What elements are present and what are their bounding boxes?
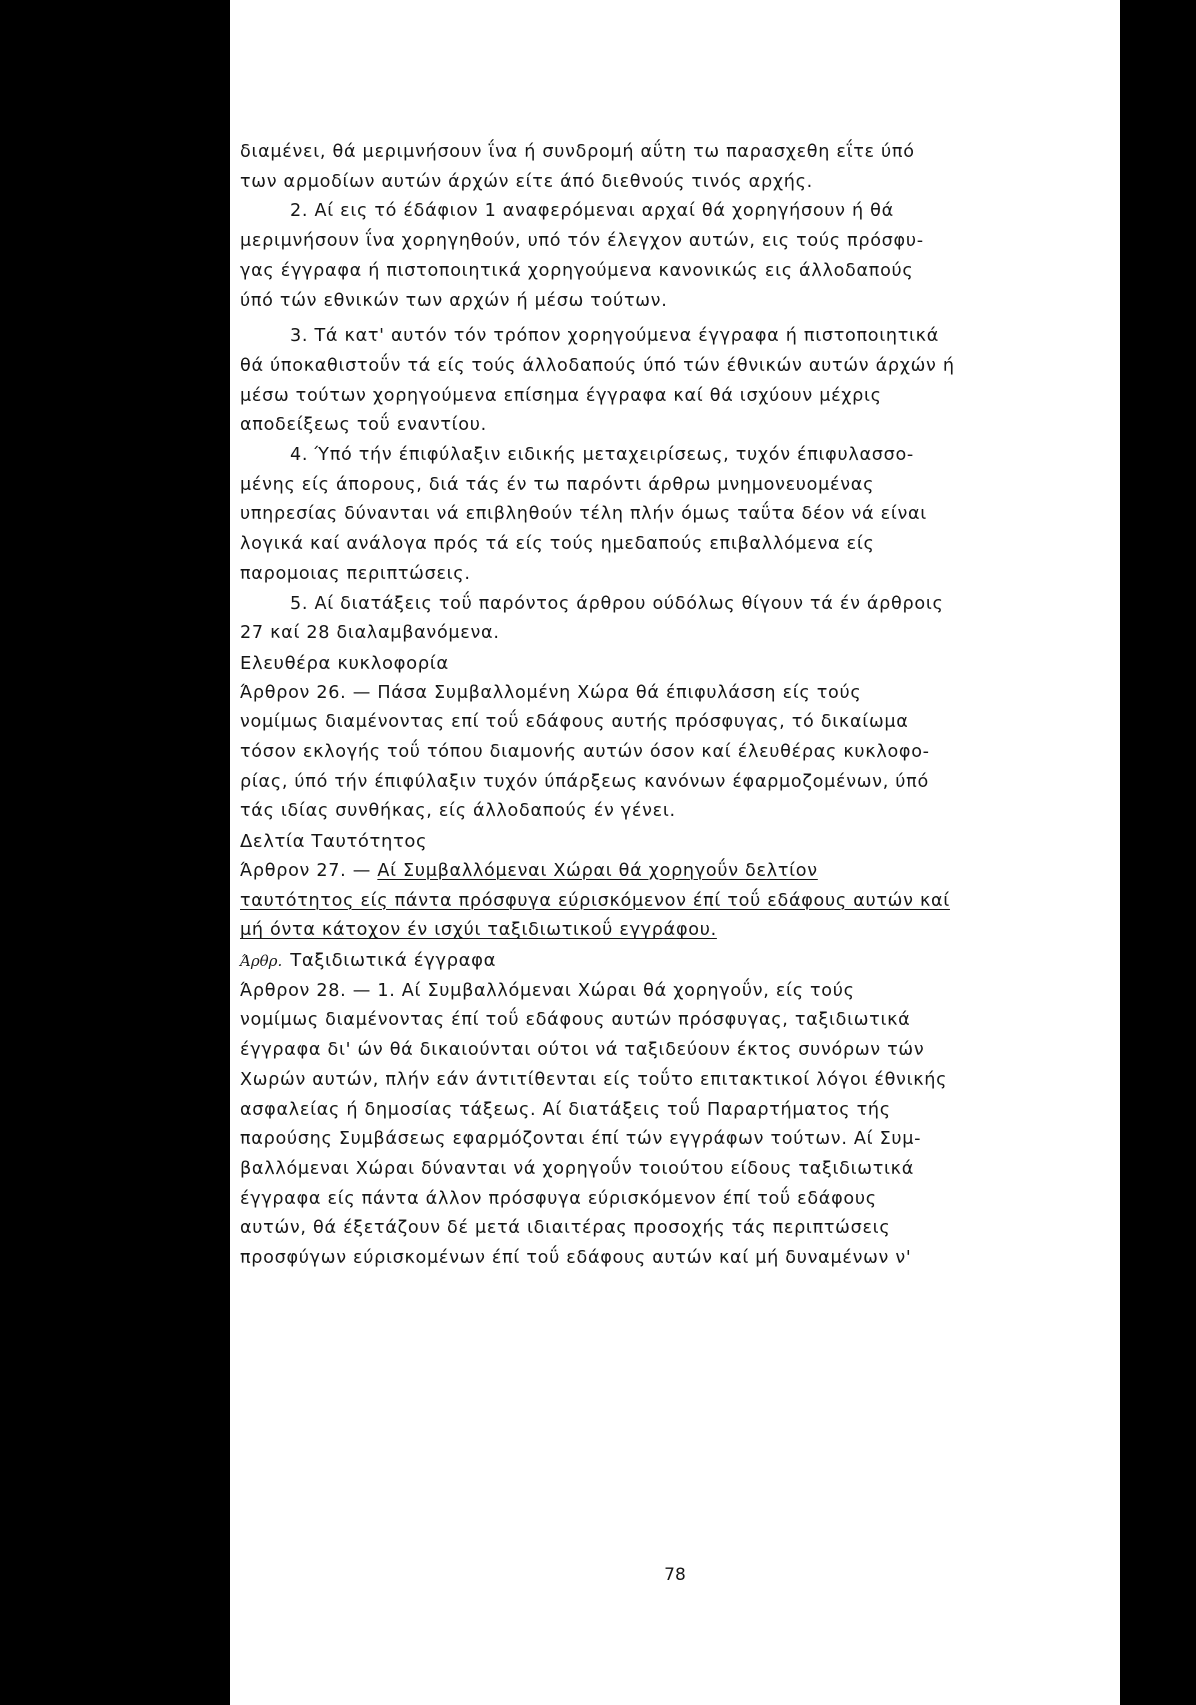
paragraph-4: 4. Ύπό τήν έπιφύλαξιν ειδικής μεταχειρίσεως, τυχόν έπιφυλασσο- μένης είς άπορους, διά τάς έν τω παρόντι άρθρω μνημονευομένας υπηρεσίας δύνανται νά επιβληθούν τέλη πλήν όμως ταΰτα δέον νά είναι λογικά καί ανάλογα πρός τά είς τούς ημεδαπούς επιβαλλόμενα είς παρομοιας περιπτώσεις. bbox=[240, 445, 927, 584]
article-28: Άρθρον 28. — 1. Αί Συμβαλλόμεναι Χώραι θά χορηγοΰν, είς τούς νομίμως διαμένοντας έπί τοΰ εδάφους αυτών πρόσφυγας, ταξιδιωτικά έγγραφα δι' ών θά δικαιούνται ούτοι νά ταξιδεύουν έκτος συνόρων τών Χωρών αυτών, πλήν εάν άντιτίθενται είς τοΰτο επιτακτικοί λόγοι έθνικής ασφαλείας ή δημοσίας τάξεως. Αί διατάξεις τοΰ Παραρτήματος τής παρούσης Συμβάσεως εφαρμόζονται έπί τών εγγράφων τούτων. Αί Συμ- βαλλόμεναι Χώραι δύνανται νά χορηγοΰν τοιούτου είδους ταξιδιωτικά έγγραφα είς πάντα άλλον πρόσφυγα εύρισκόμενον έπί τοΰ εδάφους αυτών, θά έξετάζουν δέ μετά ιδιαιτέρας προσοχής τάς περιπτώσεις προσφύγων εύρισκομένων έπί τοΰ εδάφους αυτών καί μή δυναμένων ν' bbox=[240, 980, 948, 1269]
paragraph-5: 5. Αί διατάξεις τοΰ παρόντος άρθρου ούδόλως θίγουν τά έν άρθροις 27 καί 28 διαλαμβανόμενα. bbox=[240, 593, 944, 644]
section-heading-travel-documents-text: Ταξιδιωτικά έγγραφα bbox=[290, 949, 497, 971]
paragraph-2: 2. Αί εις τό έδάφιον 1 αναφερόμεναι αρχαί θά χορηγήσουν ή θά μεριμνήσουν ΐνα χορηγηθούν, υπό τόν έλεγχον αυτών, εις τούς πρόσφυ- γας έγγραφα ή πιστοποιητικά χορηγούμενα κανονικώς εις άλλοδαπούς ύπό τών εθνικών των αρχών ή μέσω τούτων. bbox=[240, 201, 924, 311]
article-26: Άρθρον 26. — Πάσα Συμβαλλομένη Χώρα θά έπιφυλάσση είς τούς νομίμως διαμένοντας επί τοΰ εδάφους αυτής πρόσφυγας, τό δικαίωμα τόσον εκλογής τοΰ τόπου διαμονής αυτών όσον καί έλευθέρας κυκλοφο- ρίας, ύπό τήν έπιφύλαξιν τυχόν ύπάρξεως κανόνων έφαρμοζομένων, ύπό τάς ιδίας συνθήκας, είς άλλοδαπούς έν γένει. bbox=[240, 682, 930, 822]
section-heading-travel-documents bbox=[240, 946, 1075, 977]
section-heading-free-movement: Ελευθέρα κυκλοφορία bbox=[240, 652, 449, 674]
section-heading-identity-cards: Δελτία Ταυτότητος bbox=[240, 831, 428, 853]
document-body bbox=[240, 138, 1075, 1274]
article-27-underlined-text: Αί Συμβαλλόμεναι Χώραι θά χορηγοΰν δελτίον ταυτότητος είς πάντα πρόσφυγα εύρισκόμενον έπί τοΰ εδάφους αυτών καί μή όντα κάτοχον έν ισχύι ταξιδιωτικοΰ εγγράφου. bbox=[240, 860, 950, 941]
paragraph-3: 3. Τά κατ' αυτόν τόν τρόπον χορηγούμενα έγγραφα ή πιστοποιητικά θά ύποκαθιστοΰν τά είς τούς άλλοδαπούς ύπό τών έθνικών αυτών άρχών ή μέσω τούτων χορηγούμενα επίσημα έγγραφα καί θά ισχύουν μέχρις αποδείξεως τοΰ εναντίου. bbox=[240, 326, 955, 436]
paragraph-intro: διαμένει, θά μεριμνήσουν ΐνα ή συνδρομή αΰτη τω παρασχεθη εΐτε ύπό των αρμοδίων αυτών άρχών είτε άπό διεθνούς τινός αρχής. bbox=[240, 142, 915, 192]
article-27 bbox=[240, 857, 1075, 946]
handwritten-note: Άρθρ. bbox=[240, 951, 283, 970]
article-27-prefix: Άρθρον 27. — bbox=[240, 860, 378, 881]
page-number: 78 bbox=[664, 1565, 686, 1585]
